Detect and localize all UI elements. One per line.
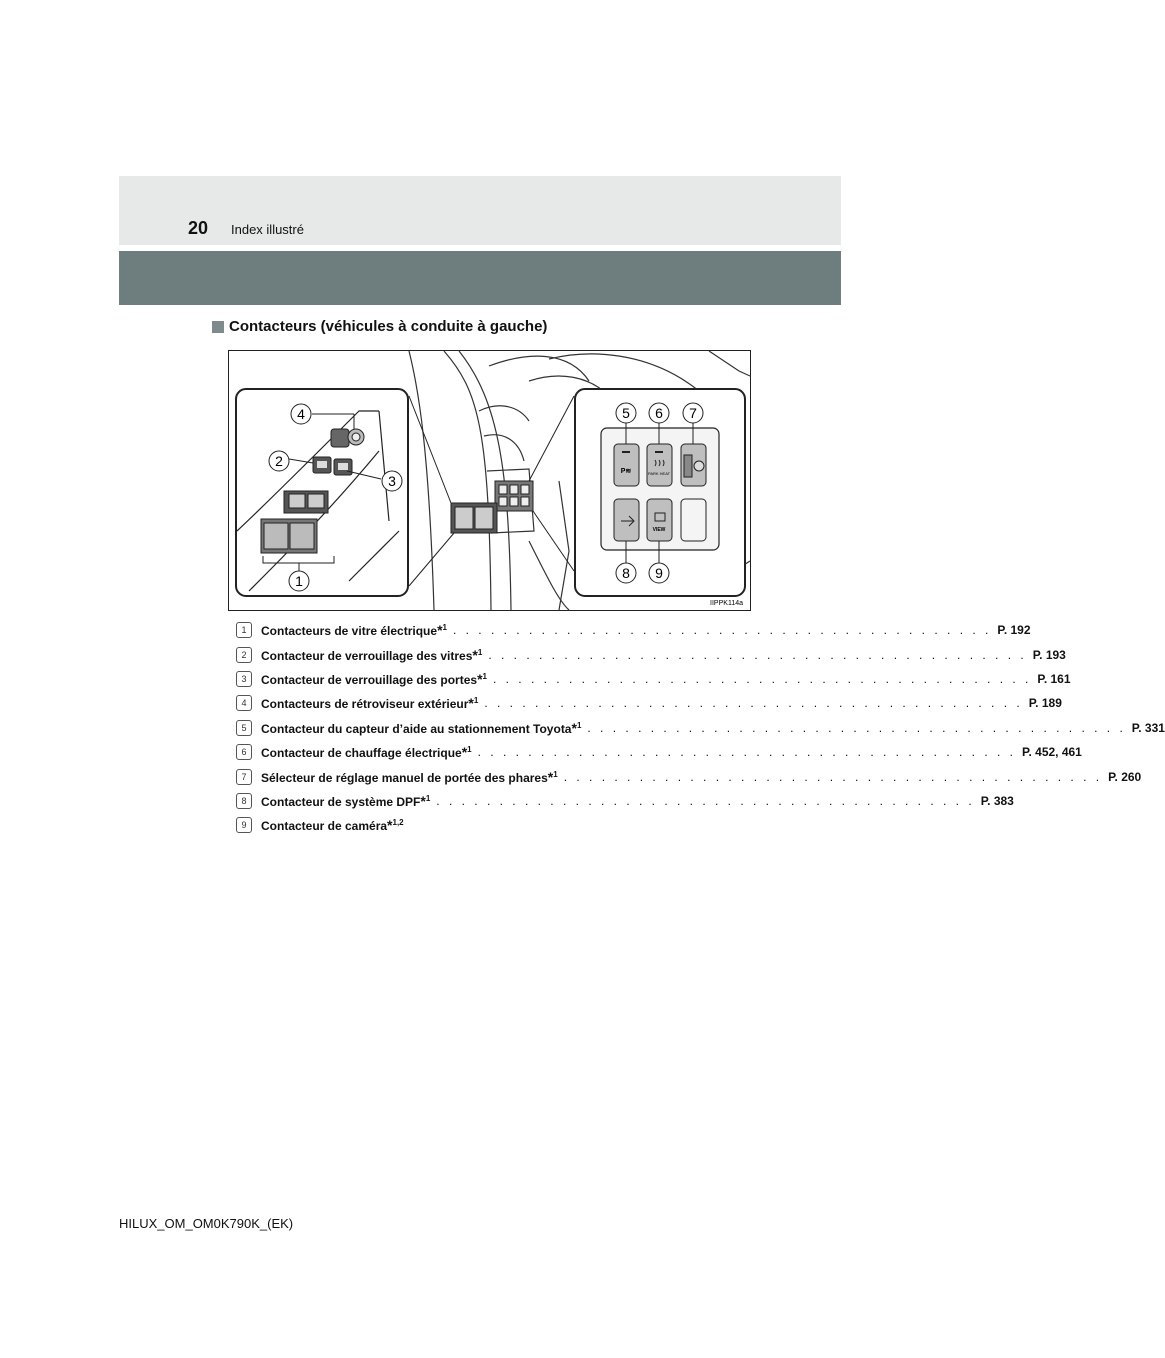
item-label	[261, 622, 447, 638]
item-label-text: Contacteur de système DPF	[261, 794, 421, 809]
door-switch-small	[451, 503, 497, 533]
item-label	[261, 744, 472, 760]
svg-text:5: 5	[622, 405, 630, 421]
footnote-star: *	[472, 646, 478, 663]
svg-text:8: 8	[622, 565, 630, 581]
footer-code: HILUX_OM_OM0K790K_(EK)	[119, 1216, 294, 1231]
footnote-number: 1	[425, 793, 431, 803]
item-label-text: Contacteurs de vitre électrique	[261, 624, 438, 639]
leader-dots: . . . . . . . . . . . . . . . . . . . . . . . . . . . . . . . . . . . . . . . . . . .	[492, 671, 1032, 686]
page-reference: P. 331	[1131, 720, 1165, 735]
list-item	[236, 789, 1014, 813]
heading-square-icon	[212, 321, 224, 333]
leader-dots: . . . . . . . . . . . . . . . . . . . . . . . . . . . . . . . . . . . . . . . . . . .	[477, 745, 1017, 760]
footnote-star: *	[571, 719, 577, 736]
item-label-text: Contacteur de verrouillage des portes	[261, 672, 478, 687]
camera-button-label: VIEW	[652, 527, 666, 533]
page-reference: P. 192	[997, 623, 1031, 638]
left-inset	[236, 389, 408, 596]
item-label-text: Sélecteur de réglage manuel de portée des phares	[261, 770, 548, 785]
page-reference: P. 189	[1028, 696, 1062, 711]
section-title: Index illustré	[231, 222, 304, 237]
item-number-badge: 7	[236, 769, 252, 785]
callout-9	[649, 563, 669, 583]
footnote-number: 1,2	[392, 818, 404, 828]
item-label	[261, 647, 482, 663]
center-switch-panel	[495, 481, 533, 511]
footnote-star: *	[477, 670, 483, 687]
leader-dots: . . . . . . . . . . . . . . . . . . . . . . . . . . . . . . . . . . . . . . . . . . .	[452, 623, 992, 638]
svg-text:6: 6	[655, 405, 663, 421]
item-number-badge: 3	[236, 671, 252, 687]
leader-dots: . . . . . . . . . . . . . . . . . . . . . . . . . . . . . . . . . . . . . . . . . . .	[488, 647, 1027, 662]
page-reference: P. 193	[1032, 647, 1066, 662]
callout-3	[382, 471, 402, 491]
list-item	[236, 618, 1031, 642]
item-number-badge: 6	[236, 744, 252, 760]
svg-text:4: 4	[297, 406, 305, 422]
defog-button-label: PARK HEAT	[647, 471, 671, 476]
item-number-badge: 1	[236, 622, 252, 638]
item-label-text: Contacteur du capteur d’aide au stationnement Toyota	[261, 721, 572, 736]
dashboard-drawing	[229, 351, 750, 610]
footnote-star: *	[461, 744, 468, 761]
svg-text:2: 2	[275, 453, 283, 469]
list-item	[236, 716, 1165, 740]
section-heading	[212, 318, 547, 335]
callout-5	[616, 403, 636, 423]
header-band	[119, 251, 841, 305]
page-reference: P. 161	[1037, 671, 1071, 686]
item-label-text: Contacteur de verrouillage des vitres	[261, 648, 473, 663]
item-label-text: Contacteur de chauffage électrique	[261, 746, 462, 761]
page-reference: P. 452, 461	[1022, 745, 1082, 760]
callout-4	[291, 404, 311, 424]
item-number-badge: 9	[236, 817, 252, 833]
footnote-star: *	[468, 695, 474, 712]
svg-text:7: 7	[689, 405, 697, 421]
switch-list	[236, 618, 1165, 838]
heading-text: Contacteurs (véhicules à conduite à gauche)	[229, 318, 548, 335]
item-label	[261, 769, 558, 785]
footnote-number: 1	[477, 647, 483, 657]
figure-code: IIPPK114a	[710, 600, 743, 607]
footnote-star: *	[387, 817, 393, 834]
item-number-badge: 8	[236, 793, 252, 809]
footnote-number: 1	[473, 696, 479, 706]
svg-text:9: 9	[655, 565, 663, 581]
footnote-star: *	[437, 622, 443, 639]
footnote-star: *	[547, 768, 554, 785]
svg-text:1: 1	[295, 573, 303, 589]
svg-text:P≋: P≋	[620, 468, 632, 475]
footnote-star: *	[420, 792, 426, 809]
list-item	[236, 740, 1082, 764]
page-reference: P. 260	[1108, 769, 1142, 784]
footnote-number: 1	[467, 745, 472, 755]
page-reference: P. 383	[980, 793, 1014, 808]
callout-7	[683, 403, 703, 423]
footnote-number: 1	[482, 671, 487, 681]
item-label	[261, 720, 581, 736]
list-item	[236, 764, 1142, 788]
item-label	[261, 793, 430, 809]
item-label	[261, 695, 478, 711]
item-label-text: Contacteur de caméra	[261, 819, 388, 834]
page-number: 20	[188, 218, 209, 238]
switches-illustration	[228, 350, 751, 611]
callout-8	[616, 563, 636, 583]
item-number-badge: 4	[236, 695, 252, 711]
leader-dots: . . . . . . . . . . . . . . . . . . . . . . . . . . . . . . . . . . . . . . . . . . .	[436, 793, 975, 808]
item-label	[261, 671, 487, 687]
svg-text:3: 3	[388, 473, 396, 489]
item-label	[261, 817, 404, 833]
footnote-number: 1	[576, 720, 582, 730]
item-number-badge: 5	[236, 720, 252, 736]
leader-dots: . . . . . . . . . . . . . . . . . . . . . . . . . . . . . . . . . . . . . . . . . . .	[484, 696, 1023, 711]
list-item	[236, 667, 1071, 691]
item-number-badge: 2	[236, 647, 252, 663]
callout-6	[649, 403, 669, 423]
header-bar	[119, 176, 841, 245]
callout-2	[269, 451, 289, 471]
footnote-number: 1	[553, 769, 558, 779]
list-item	[236, 642, 1066, 666]
footnote-number: 1	[442, 623, 447, 633]
leader-dots: . . . . . . . . . . . . . . . . . . . . . . . . . . . . . . . . . . . . . . . . . . .	[563, 769, 1103, 784]
list-item	[236, 691, 1062, 715]
leader-dots: . . . . . . . . . . . . . . . . . . . . . . . . . . . . . . . . . . . . . . . . . . .	[587, 720, 1126, 735]
list-item	[236, 813, 726, 837]
callout-1	[289, 571, 309, 591]
item-label-text: Contacteurs de rétroviseur extérieur	[261, 697, 469, 712]
